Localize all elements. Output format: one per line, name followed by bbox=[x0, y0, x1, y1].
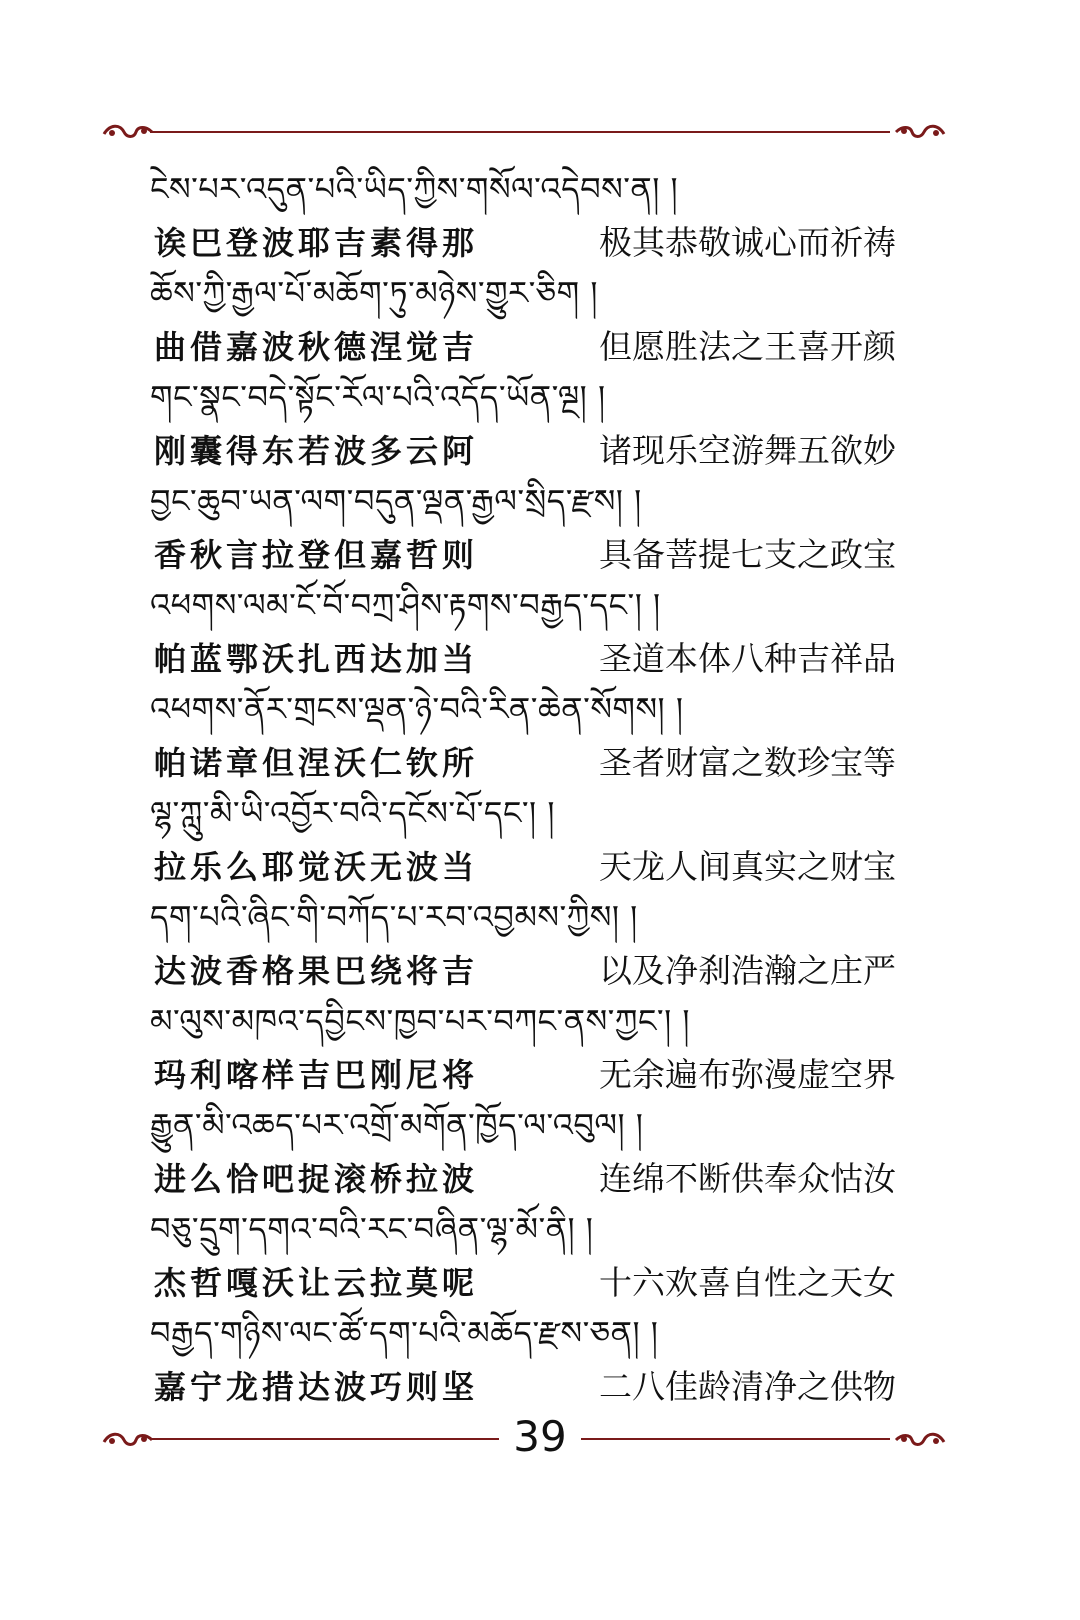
verse bbox=[150, 1312, 910, 1416]
chinese-meaning-line: 圣者财富之数珍宝等 bbox=[599, 743, 896, 782]
verse bbox=[150, 480, 910, 584]
transliteration-line: 玛利喀样吉巴刚尼将 bbox=[154, 1056, 479, 1094]
chinese-meaning-line: 二八佳龄清净之供物 bbox=[599, 1367, 896, 1406]
chinese-meaning-line: 圣道本体八种吉祥品 bbox=[599, 639, 896, 678]
chinese-meaning-line: 以及净刹浩瀚之庄严 bbox=[599, 951, 896, 990]
transliteration-line: 香秋言拉登但嘉哲则 bbox=[154, 536, 479, 574]
tibetan-line: བྱང་ཆུབ་ཡན་ལག་བདུན་ལྡན་རྒྱལ་སྲིད་རྫས། ། bbox=[150, 482, 642, 520]
verse bbox=[150, 1000, 910, 1104]
transliteration-line: 嘉宁龙措达波巧则坚 bbox=[154, 1368, 479, 1406]
tibetan-line: འཕགས་ལམ་ངོ་བོ་བཀྲ་ཤིས་རྟགས་བརྒྱད་དང་། ། bbox=[150, 586, 661, 624]
transliteration-line: 帕蓝鄂沃扎西达加当 bbox=[154, 640, 479, 678]
chinese-meaning-line: 但愿胜法之王喜开颜 bbox=[599, 327, 896, 366]
verse bbox=[150, 168, 910, 272]
page-number-text: 39 bbox=[499, 1412, 580, 1461]
tibetan-line: བརྒྱད་གཉིས་ལང་ཚོ་དག་པའི་མཆོད་རྫས་ཅན། ། bbox=[150, 1314, 659, 1352]
tibetan-line: བཅུ་དྲུག་དགའ་བའི་རང་བཞིན་ལྷ་མོ་ནི། ། bbox=[150, 1210, 594, 1248]
transliteration-line: 进么恰吧捉滚桥拉波 bbox=[154, 1160, 479, 1198]
chinese-meaning-line: 极其恭敬诚心而祈祷 bbox=[599, 223, 896, 262]
tibetan-line: རྒྱུན་མི་འཆད་པར་འགྲོ་མགོན་ཁྱོད་ལ་འབུལ། ། bbox=[150, 1106, 644, 1144]
verse bbox=[150, 1208, 910, 1312]
top-right-scroll-ornament bbox=[892, 120, 948, 142]
tibetan-line: དག་པའི་ཞིང་གི་བཀོད་པ་རབ་འབྱམས་ཀྱིས། ། bbox=[150, 898, 638, 936]
verse bbox=[150, 792, 910, 896]
chinese-meaning-line: 具备菩提七支之政宝 bbox=[599, 535, 896, 574]
transliteration-line: 拉乐么耶觉沃无波当 bbox=[154, 848, 479, 886]
chinese-meaning-line: 诸现乐空游舞五欲妙 bbox=[599, 431, 896, 470]
top-border-line bbox=[150, 131, 890, 133]
transliteration-line: 刚囊得东若波多云阿 bbox=[154, 432, 479, 470]
page-number bbox=[0, 1412, 1080, 1462]
chinese-meaning-line: 十六欢喜自性之天女 bbox=[599, 1263, 896, 1302]
verse bbox=[150, 272, 910, 376]
transliteration-line: 帕诺章但涅沃仁钦所 bbox=[154, 744, 479, 782]
verse bbox=[150, 1104, 910, 1208]
tibetan-line: ཆོས་ཀྱི་རྒྱལ་པོ་མཆོག་ཏུ་མཉེས་གྱུར་ཅིག ། bbox=[150, 274, 598, 312]
verse bbox=[150, 376, 910, 480]
tibetan-line: ངེས་པར་འདུན་པའི་ཡིད་ཀྱིས་གསོལ་འདེབས་ན། ། bbox=[150, 170, 679, 208]
transliteration-line: 达波香格果巴绕将吉 bbox=[154, 952, 479, 990]
tibetan-line: འཕགས་ནོར་གྲངས་ལྡན་ཉེ་བའི་རིན་ཆེན་སོགས། ། bbox=[150, 690, 684, 728]
chinese-meaning-line: 无余遍布弥漫虚空界 bbox=[599, 1055, 896, 1094]
verse bbox=[150, 688, 910, 792]
tibetan-line: གང་སྣང་བདེ་སྟོང་རོལ་པའི་འདོད་ཡོན་ལྔ། ། bbox=[150, 378, 606, 416]
chinese-meaning-line: 连绵不断供奉众怙汝 bbox=[599, 1159, 896, 1198]
tibetan-line: མ་ལུས་མཁའ་དབྱིངས་ཁྱབ་པར་བཀང་ནས་ཀྱང་། ། bbox=[150, 1002, 690, 1040]
transliteration-line: 杰哲嘎沃让云拉莫呢 bbox=[154, 1264, 479, 1302]
transliteration-line: 曲借嘉波秋德涅觉吉 bbox=[154, 328, 479, 366]
chinese-meaning-line: 天龙人间真实之财宝 bbox=[599, 847, 896, 886]
prayer-text bbox=[150, 168, 910, 1416]
top-left-scroll-ornament bbox=[100, 120, 156, 142]
tibetan-line: ལྷ་ཀླུ་མི་ཡི་འབྱོར་བའི་དངོས་པོ་དང་། ། bbox=[150, 794, 555, 832]
transliteration-line: 诶巴登波耶吉素得那 bbox=[154, 224, 479, 262]
verse bbox=[150, 584, 910, 688]
verse bbox=[150, 896, 910, 1000]
